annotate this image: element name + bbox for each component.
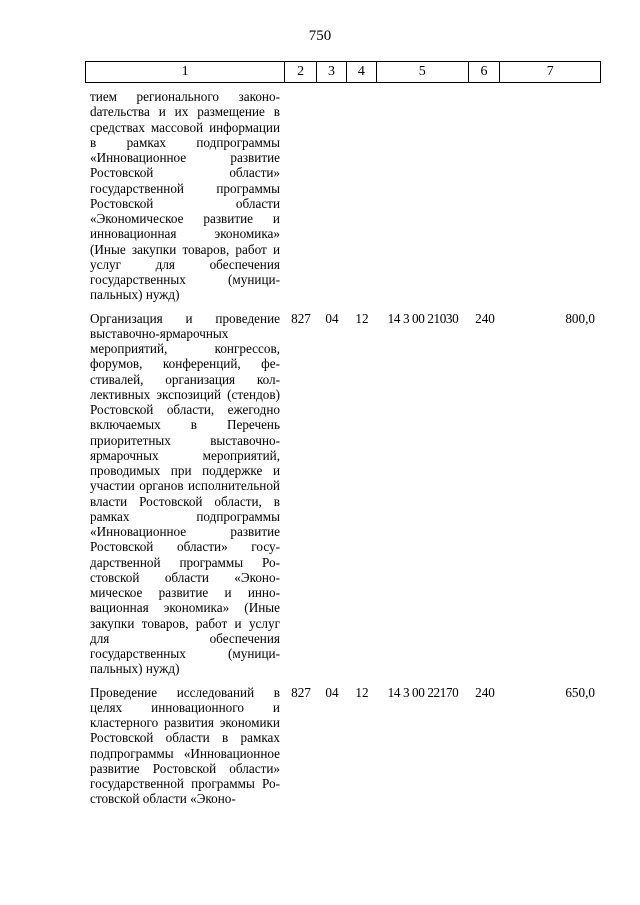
row-expense-type-code [469,89,501,303]
row-expense-type-code: 240 [475,684,495,700]
column-header-4: 4 [347,62,377,82]
row-amount: 650,0 [565,684,595,700]
column-header-1: 1 [86,62,285,82]
table-row [85,89,601,303]
column-header-3: 3 [317,62,347,82]
row-description: тием регионального законоdательства и их размещение в средствах массовой информации в рамках подпрограммы «Инновационное развитие Ростовской области» государственной программы Ростовской области «Экономическое развитие и инновационная экономика» (Иные закупки товаров, работ и услуг для обеспечения государственных (муниципальных) нужд) [90,89,280,303]
row-section-code: 04 [325,310,339,326]
row-section-code: 04 [325,684,339,700]
row-subsection-code [347,89,377,303]
row-description: Проведение исследований в целях инновационного и кластерного развития экономики Ростовской области в рамках подпрограммы «Инновационное развитие Ростовской области» государственной программы Ростовской области «Эконо- [90,684,280,807]
table-row [85,685,601,807]
table-body [85,89,601,815]
row-target-article-code: 14 3 00 22170 [387,684,459,700]
row-ministry-code: 827 [291,684,311,700]
row-description: Организация и проведение выставочно-ярмарочных мероприятий, конгрессов, форумов, конференций, фестивалей, организация коллективных экспозиций (стендов) Ростовской области, ежегодно включаемых в Перечень приоритетных выставочно-ярмарочных мероприятий, проводимых при поддержке и участии органов исполнительной власти Ростовской области, в рамках подпрограммы «Инновационное развитие Ростовской области» государственной программы Ростовской области «Экономическое развитие и инновационная экономика» (Иные закупки товаров, работ и услуг для обеспечения государственных (муниципальных) нужд) [90,310,280,677]
row-ministry-code: 827 [291,310,311,326]
row-subsection-code: 12 [355,310,369,326]
column-header-6: 6 [469,62,501,82]
row-expense-type-code: 240 [475,310,495,326]
row-ministry-code [285,89,317,303]
column-header-5: 5 [377,62,469,82]
row-target-article-code [377,89,469,303]
row-target-article-code: 14 3 00 21030 [387,310,459,326]
page-number: 750 [308,28,332,44]
row-amount [501,89,601,303]
table-row [85,311,601,677]
row-section-code [317,89,347,303]
column-header-2: 2 [285,62,317,82]
column-header-7: 7 [546,64,554,79]
row-amount: 800,0 [565,310,595,326]
row-subsection-code: 12 [355,684,369,700]
table-header-row [85,61,601,83]
